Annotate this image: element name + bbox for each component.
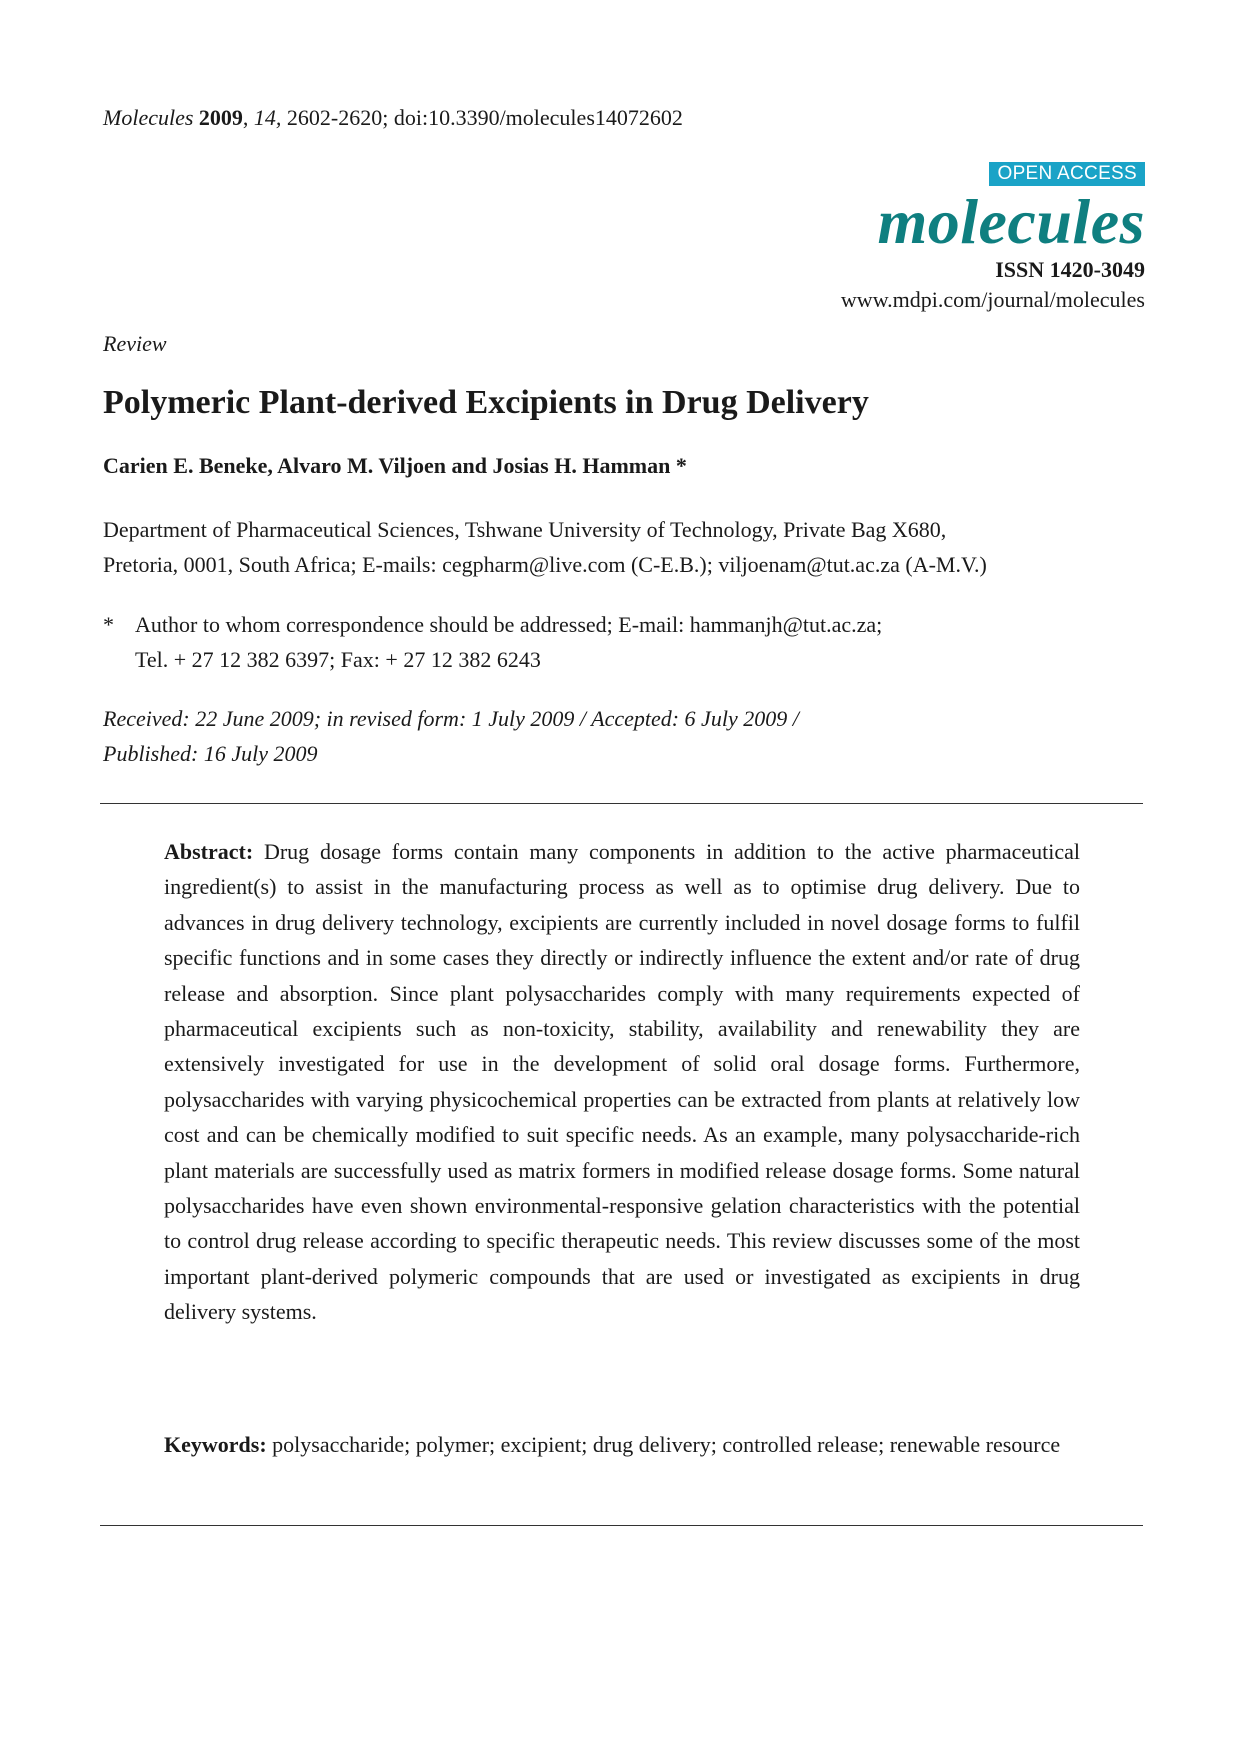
citation-year: 2009 xyxy=(198,105,243,130)
correspondence-line: Author to whom correspondence should be addressed; E-mail: hammanjh@tut.ac.za; xyxy=(135,612,883,637)
correspondence-marker: * xyxy=(103,612,114,637)
keywords-label: Keywords: xyxy=(164,1432,267,1457)
open-access-badge: OPEN ACCESS xyxy=(989,162,1145,186)
keywords-text: polysaccharide; polymer; excipient; drug delivery; controlled release; renewable resource xyxy=(272,1432,1061,1457)
affiliation xyxy=(103,512,1143,582)
correspondence-line: Tel. + 27 12 382 6397; Fax: + 27 12 382 6243 xyxy=(135,647,541,672)
journal-masthead xyxy=(725,162,1145,314)
issn: ISSN 1420-3049 xyxy=(995,257,1145,282)
article-type: Review xyxy=(103,331,167,356)
citation-journal: Molecules xyxy=(103,105,194,130)
paper-title: Polymeric Plant-derived Excipients in Drug Delivery xyxy=(103,384,869,421)
abstract-text: Drug dosage forms contain many components in addition to the active pharmaceutical ingredient(s) to assist in the manufacturing process as well as to optimise drug delivery. Due to advances in drug delivery technology, excipients are currently included in novel dosage forms to fulfil specific functions and in some cases they directly or indirectly influence the extent and/or rate of drug release and absorption. Since plant polysaccharides comply with many requirements expected of pharmaceutical excipients such as non-toxicity, stability, availability and renewability they are extensively investigated for use in the development of solid oral dosage forms. Furthermore, polysaccharides with varying physicochemical properties can be extracted from plants at relatively low cost and can be chemically modified to suit specific needs. As an example, many polysaccharide-rich plant materials are successfully used as matrix formers in modified release dosage forms. Some natural polysaccharides have even shown environmental-responsive gelation characteristics with the potential to control drug release according to specific therapeutic needs. This review discusses some of the most important plant-derived polymeric compounds that are used or investigated as excipients in drug delivery systems. xyxy=(164,839,1080,1325)
affiliation-line: Pretoria, 0001, South Africa; E-mails: cegpharm@live.com (C-E.B.); viljoenam@tut.ac.za (A-M.V.) xyxy=(103,552,987,577)
citation-pages-doi: 2602-2620; doi:10.3390/molecules14072602 xyxy=(281,105,683,130)
journal-url[interactable]: www.mdpi.com/journal/molecules xyxy=(840,287,1145,312)
citation-line: Molecules 2009, 14, 2602-2620; doi:10.3390/molecules14072602 xyxy=(103,105,683,130)
abstract xyxy=(164,834,1080,1330)
dates-line: Published: 16 July 2009 xyxy=(103,741,318,766)
keywords xyxy=(164,1427,1080,1462)
publication-dates xyxy=(103,701,799,771)
divider-bottom xyxy=(100,1525,1143,1526)
dates-line: Received: 22 June 2009; in revised form: 1 July 2009 / Accepted: 6 July 2009 / xyxy=(103,706,799,731)
divider-top xyxy=(100,803,1143,804)
citation-volume: 14, xyxy=(253,105,282,130)
journal-logo: molecules xyxy=(877,186,1145,257)
authors: Carien E. Beneke, Alvaro M. Viljoen and Josias H. Hamman * xyxy=(103,453,687,478)
correspondence-note xyxy=(103,607,1143,677)
affiliation-line: Department of Pharmaceutical Sciences, Tshwane University of Technology, Private Bag X680, xyxy=(103,517,947,542)
abstract-label: Abstract: xyxy=(164,839,254,864)
